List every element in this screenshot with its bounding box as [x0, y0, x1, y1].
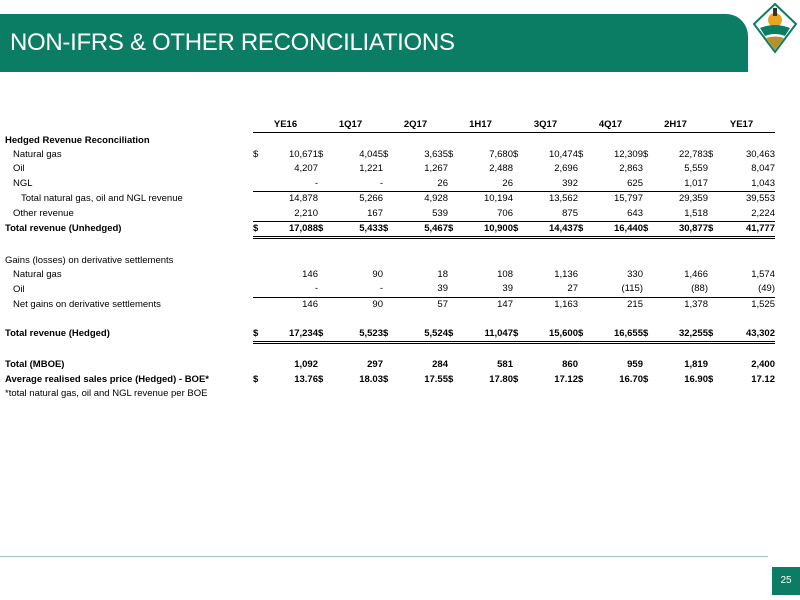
table-cell [513, 326, 578, 342]
cell-value: 539 [432, 207, 448, 219]
table-cell [318, 268, 383, 282]
row-label: Net gains on derivative settlements [13, 298, 161, 310]
cell-value: 1,017 [684, 177, 708, 189]
table-cell [708, 177, 775, 192]
cell-value: 16.90 [684, 373, 708, 385]
table-cell [318, 373, 383, 387]
table-row [5, 254, 775, 268]
table-cell [513, 373, 578, 387]
table-cell [253, 221, 318, 237]
table-cell [383, 326, 448, 342]
table-cell [448, 221, 513, 237]
column-header: 1Q17 [318, 118, 383, 133]
table-row [5, 373, 775, 387]
cell-value: 18 [437, 269, 448, 281]
cell-value: 4,045 [359, 148, 383, 160]
dollar-sign: $ [448, 222, 454, 234]
dollar-sign: $ [513, 327, 519, 339]
row-label: NGL [13, 178, 33, 189]
cell-value: 11,047 [484, 327, 513, 339]
table-cell [318, 148, 383, 162]
cell-value: 8,047 [751, 163, 775, 175]
footer-divider [0, 556, 768, 557]
cell-value: 860 [562, 359, 578, 371]
table-cell [318, 221, 383, 237]
cell-value: 959 [627, 359, 643, 371]
table-cell [578, 358, 643, 372]
cell-value: 875 [562, 207, 578, 219]
cell-value: 90 [372, 269, 383, 281]
table-cell [513, 297, 578, 312]
table-cell [708, 162, 775, 176]
cell-value: 1,043 [751, 177, 775, 189]
table-cell [643, 206, 708, 221]
cell-value: 2,224 [751, 207, 775, 219]
spacer-row [5, 342, 775, 358]
table-cell [578, 206, 643, 221]
cell-value: 17.55 [424, 373, 448, 385]
dollar-sign: $ [578, 327, 584, 339]
row-label: Total natural gas, oil and NGL revenue [21, 192, 183, 204]
table-cell [253, 191, 318, 206]
table-row [5, 162, 775, 176]
spacer-row [5, 312, 775, 326]
cell-value: 18.03 [359, 373, 383, 385]
dollar-sign: $ [318, 148, 324, 160]
cell-value: 297 [367, 359, 383, 371]
dollar-sign: $ [318, 222, 324, 234]
table-cell [708, 206, 775, 221]
row-label: Total revenue (Hedged) [5, 328, 110, 340]
cell-value: 4,207 [294, 163, 318, 175]
cell-value: 284 [432, 359, 448, 371]
cell-value: 1,819 [684, 359, 708, 371]
table-cell [708, 221, 775, 237]
cell-value: 1,221 [359, 163, 383, 175]
cell-value: (115) [621, 283, 643, 295]
table-cell [643, 326, 708, 342]
dollar-sign: $ [513, 222, 519, 234]
column-header: YE16 [253, 118, 318, 133]
table-cell [578, 326, 643, 342]
table-cell [578, 297, 643, 312]
cell-value: 2,696 [554, 163, 578, 175]
table-row [5, 177, 775, 192]
table-cell [253, 268, 318, 282]
row-label: Gains (losses) on derivative settlements [5, 254, 174, 266]
table-cell [578, 148, 643, 162]
spacer-row [5, 238, 775, 254]
cell-value: 5,467 [424, 222, 448, 234]
cell-value: 17.12 [751, 373, 775, 385]
table-row [5, 268, 775, 282]
table-cell [253, 282, 318, 297]
table-cell [578, 221, 643, 237]
table-cell [383, 221, 448, 237]
table-cell [383, 268, 448, 282]
cell-value: 26 [437, 177, 448, 189]
table-cell [383, 177, 448, 192]
cell-value: 26 [502, 177, 513, 189]
table-cell [448, 282, 513, 297]
table-cell [318, 177, 383, 192]
cell-value: 17,088 [288, 222, 318, 234]
row-label: Oil [13, 283, 25, 295]
table-cell [448, 358, 513, 372]
table-cell [643, 282, 708, 297]
table-row [5, 206, 775, 221]
table-cell [448, 268, 513, 282]
row-label: Total revenue (Unhedged) [5, 223, 122, 235]
column-header: 1H17 [448, 118, 513, 133]
table-cell [448, 373, 513, 387]
table-cell [708, 373, 775, 387]
cell-value: 39 [502, 283, 513, 295]
table-cell [318, 326, 383, 342]
cell-value: 27 [567, 283, 578, 295]
table-row [5, 358, 775, 372]
row-label: Other revenue [13, 207, 74, 219]
cell-value: 17.80 [489, 373, 513, 385]
cell-value: 643 [627, 207, 643, 219]
dollar-sign: $ [708, 373, 714, 385]
cell-value: - [379, 283, 383, 295]
cell-value: 392 [562, 177, 578, 189]
cell-value: 13,562 [548, 193, 578, 205]
table-cell [578, 191, 643, 206]
table-row [5, 282, 775, 297]
table-cell [578, 162, 643, 176]
cell-value: 5,524 [424, 327, 448, 339]
cell-value: (88) [691, 283, 708, 295]
dollar-sign: $ [383, 373, 389, 385]
dollar-sign: $ [643, 148, 649, 160]
table-cell [513, 221, 578, 237]
cell-value: 39,553 [745, 193, 775, 205]
cell-value: 1,466 [684, 269, 708, 281]
dollar-sign: $ [253, 222, 259, 234]
row-label: Oil [13, 163, 25, 175]
cell-value: 15,600 [548, 327, 578, 339]
table-cell [318, 358, 383, 372]
cell-value: 12,309 [613, 148, 643, 160]
cell-value: 43,302 [745, 327, 775, 339]
table-cell [448, 191, 513, 206]
dollar-sign: $ [448, 373, 454, 385]
cell-value: 10,671 [288, 148, 318, 160]
dollar-sign: $ [253, 148, 259, 160]
cell-value: 4,928 [424, 193, 448, 205]
cell-value: 2,863 [619, 163, 643, 175]
dollar-sign: $ [253, 373, 259, 385]
cell-value: 330 [627, 269, 643, 281]
cell-value: 146 [302, 298, 318, 310]
table-cell [448, 326, 513, 342]
table-row [5, 148, 775, 162]
table-cell [318, 282, 383, 297]
table-cell [318, 206, 383, 221]
dollar-sign: $ [643, 327, 649, 339]
table-cell [643, 373, 708, 387]
dollar-sign: $ [578, 373, 584, 385]
table-cell [383, 191, 448, 206]
title-banner [0, 14, 748, 72]
cell-value: 5,266 [359, 193, 383, 205]
table-cell [708, 358, 775, 372]
dollar-sign: $ [448, 327, 454, 339]
dollar-sign: $ [513, 373, 519, 385]
table-cell [383, 206, 448, 221]
cell-value: 5,523 [359, 327, 383, 339]
dollar-sign: $ [643, 373, 649, 385]
table-cell [318, 191, 383, 206]
cell-value: 29,359 [678, 193, 708, 205]
cell-value: 215 [627, 298, 643, 310]
row-label: Hedged Revenue Reconciliation [5, 134, 150, 146]
cell-value: 167 [367, 207, 383, 219]
dollar-sign: $ [643, 222, 649, 234]
dollar-sign: $ [578, 148, 584, 160]
table-cell [513, 206, 578, 221]
table-row [5, 387, 775, 401]
table-row [5, 297, 775, 312]
page-number: 25 [772, 567, 800, 595]
table-cell [643, 162, 708, 176]
page-title: NON-IFRS & OTHER RECONCILIATIONS [10, 29, 455, 56]
row-label: *total natural gas, oil and NGL revenue per BOE [5, 388, 208, 400]
table-cell [253, 177, 318, 192]
table-cell [383, 358, 448, 372]
column-header: YE17 [708, 118, 775, 133]
cell-value: 10,474 [548, 148, 578, 160]
table-cell [448, 206, 513, 221]
cell-value: 1,574 [751, 269, 775, 281]
table-cell [383, 373, 448, 387]
table-cell [708, 268, 775, 282]
table-cell [578, 282, 643, 297]
dollar-sign: $ [318, 327, 324, 339]
dollar-sign: $ [708, 222, 714, 234]
table-cell [253, 148, 318, 162]
dollar-sign: $ [383, 222, 389, 234]
cell-value: 2,400 [751, 359, 775, 371]
table-cell [513, 148, 578, 162]
table-cell [318, 297, 383, 312]
table-cell [253, 297, 318, 312]
table-cell [708, 297, 775, 312]
cell-value: 57 [437, 298, 448, 310]
cell-value: 2,210 [294, 207, 318, 219]
cell-value: 16,655 [613, 327, 643, 339]
column-header-row [5, 118, 775, 133]
company-logo-icon [752, 2, 798, 54]
cell-value: 10,900 [483, 222, 513, 234]
table-cell [318, 162, 383, 176]
table-cell [513, 191, 578, 206]
dollar-sign: $ [578, 222, 584, 234]
cell-value: 581 [497, 359, 513, 371]
table-cell [708, 326, 775, 342]
table-cell [253, 206, 318, 221]
table-cell [643, 268, 708, 282]
dollar-sign: $ [253, 327, 259, 339]
table-cell [253, 373, 318, 387]
cell-value: - [314, 283, 318, 295]
cell-value: 1,518 [684, 207, 708, 219]
cell-value: - [314, 177, 318, 189]
dollar-sign: $ [318, 373, 324, 385]
table-cell [253, 326, 318, 342]
column-header: 2Q17 [383, 118, 448, 133]
table-cell [643, 297, 708, 312]
table-cell [578, 177, 643, 192]
table-cell [253, 162, 318, 176]
cell-value: 90 [372, 298, 383, 310]
cell-value: 1,267 [424, 163, 448, 175]
table-cell [253, 358, 318, 372]
table-cell [448, 297, 513, 312]
cell-value: 2,488 [489, 163, 513, 175]
table-cell [513, 358, 578, 372]
row-label: Natural gas [13, 148, 62, 160]
table-row [5, 191, 775, 206]
dollar-sign: $ [708, 148, 714, 160]
cell-value: 10,194 [483, 193, 513, 205]
cell-value: 1,092 [294, 359, 318, 371]
dollar-sign: $ [708, 327, 714, 339]
row-label: Total (MBOE) [5, 359, 65, 371]
table-cell [513, 162, 578, 176]
table-cell [708, 282, 775, 297]
table-cell [578, 268, 643, 282]
row-label: Average realised sales price (Hedged) - BOE* [5, 373, 209, 385]
cell-value: 13.76 [294, 373, 318, 385]
cell-value: - [379, 177, 383, 189]
cell-value: 14,437 [548, 222, 578, 234]
cell-value: 7,680 [489, 148, 513, 160]
cell-value: 1,136 [554, 269, 578, 281]
column-header: 4Q17 [578, 118, 643, 133]
cell-value: 1,163 [554, 298, 578, 310]
cell-value: 15,797 [613, 193, 643, 205]
row-label: Natural gas [13, 269, 62, 281]
cell-value: 17,234 [288, 327, 318, 339]
table-cell [383, 162, 448, 176]
table-cell [513, 282, 578, 297]
table-cell [643, 221, 708, 237]
cell-value: 30,877 [678, 222, 708, 234]
cell-value: 39 [437, 283, 448, 295]
cell-value: 16,440 [613, 222, 643, 234]
table-row [5, 133, 775, 148]
table-cell [383, 282, 448, 297]
cell-value: 706 [497, 207, 513, 219]
cell-value: 1,378 [684, 298, 708, 310]
cell-value: (49) [758, 283, 775, 295]
cell-value: 22,783 [678, 148, 708, 160]
table-cell [708, 148, 775, 162]
column-header: 2H17 [643, 118, 708, 133]
dollar-sign: $ [448, 148, 454, 160]
table-cell [448, 148, 513, 162]
cell-value: 3,635 [424, 148, 448, 160]
cell-value: 32,255 [678, 327, 708, 339]
cell-value: 30,463 [745, 148, 775, 160]
table-cell [513, 268, 578, 282]
cell-value: 625 [627, 177, 643, 189]
cell-value: 17.12 [554, 373, 578, 385]
cell-value: 108 [497, 269, 513, 281]
cell-value: 1,525 [751, 298, 775, 310]
table-row [5, 221, 775, 237]
table-cell [643, 191, 708, 206]
dollar-sign: $ [383, 327, 389, 339]
table-cell [383, 297, 448, 312]
table-cell [643, 358, 708, 372]
cell-value: 146 [302, 269, 318, 281]
table-cell [643, 177, 708, 192]
table-cell [578, 373, 643, 387]
table-cell [383, 148, 448, 162]
dollar-sign: $ [383, 148, 389, 160]
cell-value: 5,559 [684, 163, 708, 175]
table-cell [708, 191, 775, 206]
hedged-revenue-table [5, 118, 775, 401]
dollar-sign: $ [513, 148, 519, 160]
cell-value: 14,878 [288, 193, 318, 205]
table-cell [643, 148, 708, 162]
cell-value: 41,777 [745, 222, 775, 234]
table-cell [448, 177, 513, 192]
column-header: 3Q17 [513, 118, 578, 133]
cell-value: 16.70 [619, 373, 643, 385]
table-cell [513, 177, 578, 192]
table-row [5, 326, 775, 342]
cell-value: 5,433 [359, 222, 383, 234]
cell-value: 147 [497, 298, 513, 310]
table-cell [448, 162, 513, 176]
